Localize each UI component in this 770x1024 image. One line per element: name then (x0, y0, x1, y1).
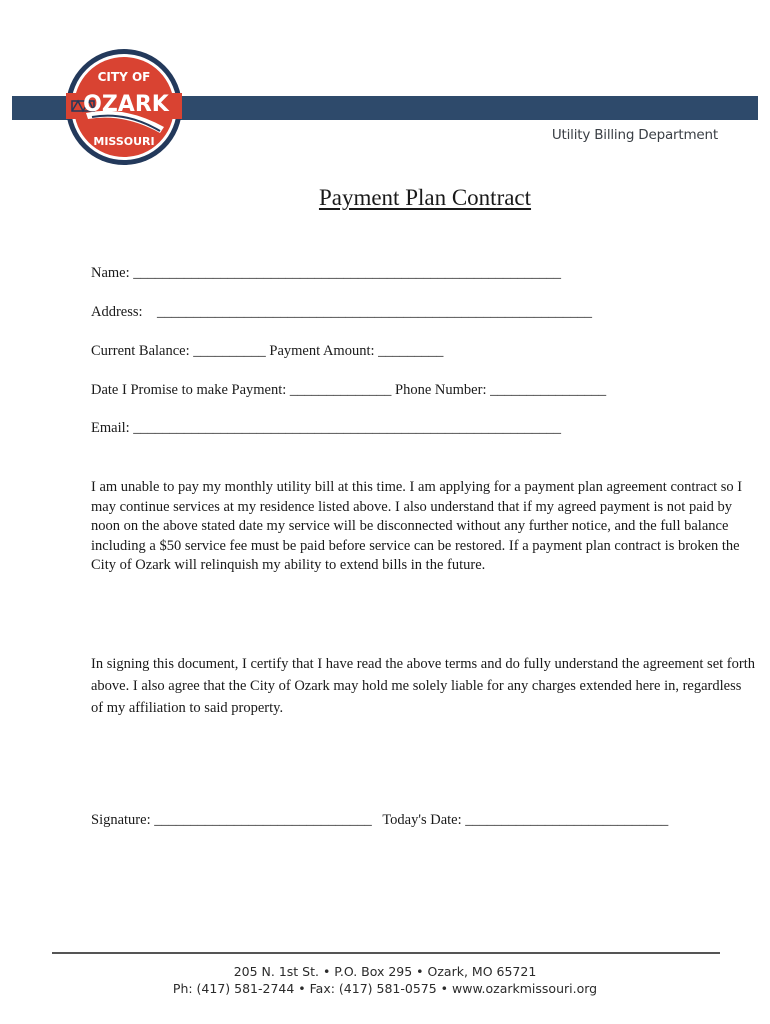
signature-date-fields[interactable]: Signature: ______________________________ Today's Date: ____________________________ (91, 812, 669, 828)
address-field[interactable]: Address: ____________________________________________________________ (91, 304, 593, 320)
city-of-ozark-logo (64, 47, 184, 167)
department-name: Utility Billing Department (551, 127, 718, 143)
document-title: Payment Plan Contract (318, 185, 532, 210)
logo-ozark-text: OZARK (83, 92, 169, 117)
footer-divider (52, 952, 720, 954)
footer-contact: Ph: (417) 581-2744 • Fax: (417) 581-0575 • www.ozarkmissouri.org (172, 981, 598, 996)
logo-city-of-text: CITY OF (97, 70, 151, 84)
logo-missouri-text: MISSOURI (93, 135, 155, 148)
email-field[interactable]: Email: ___________________________________________________________ (91, 420, 562, 436)
certification-paragraph: In signing this document, I certify that I have read the above terms and do fully understand the agreement set forth above. I also agree that the City of Ozark may hold me solely liable for any charges extended here in, regardless of my affiliation to said property. (91, 656, 755, 716)
balance-payment-fields[interactable]: Current Balance: __________ Payment Amount: _________ (91, 343, 444, 359)
footer-address: 205 N. 1st St. • P.O. Box 295 • Ozark, MO 65721 (233, 964, 537, 979)
agreement-paragraph: I am unable to pay my monthly utility bill at this time. I am applying for a payment plan agreement contract so I may continue services at my residence listed above. I also understand that if my agreed payment is not paid by noon on the above stated date my service will be disconnected without any further notice, and the full balance including a $50 service fee must be paid before service can be restored. If a payment plan contract is broken the City of Ozark will relinquish my ability to extend bills in the future. (91, 479, 743, 573)
name-field[interactable]: Name: ___________________________________________________________ (91, 265, 562, 281)
date-phone-fields[interactable]: Date I Promise to make Payment: ______________ Phone Number: ________________ (91, 382, 607, 398)
